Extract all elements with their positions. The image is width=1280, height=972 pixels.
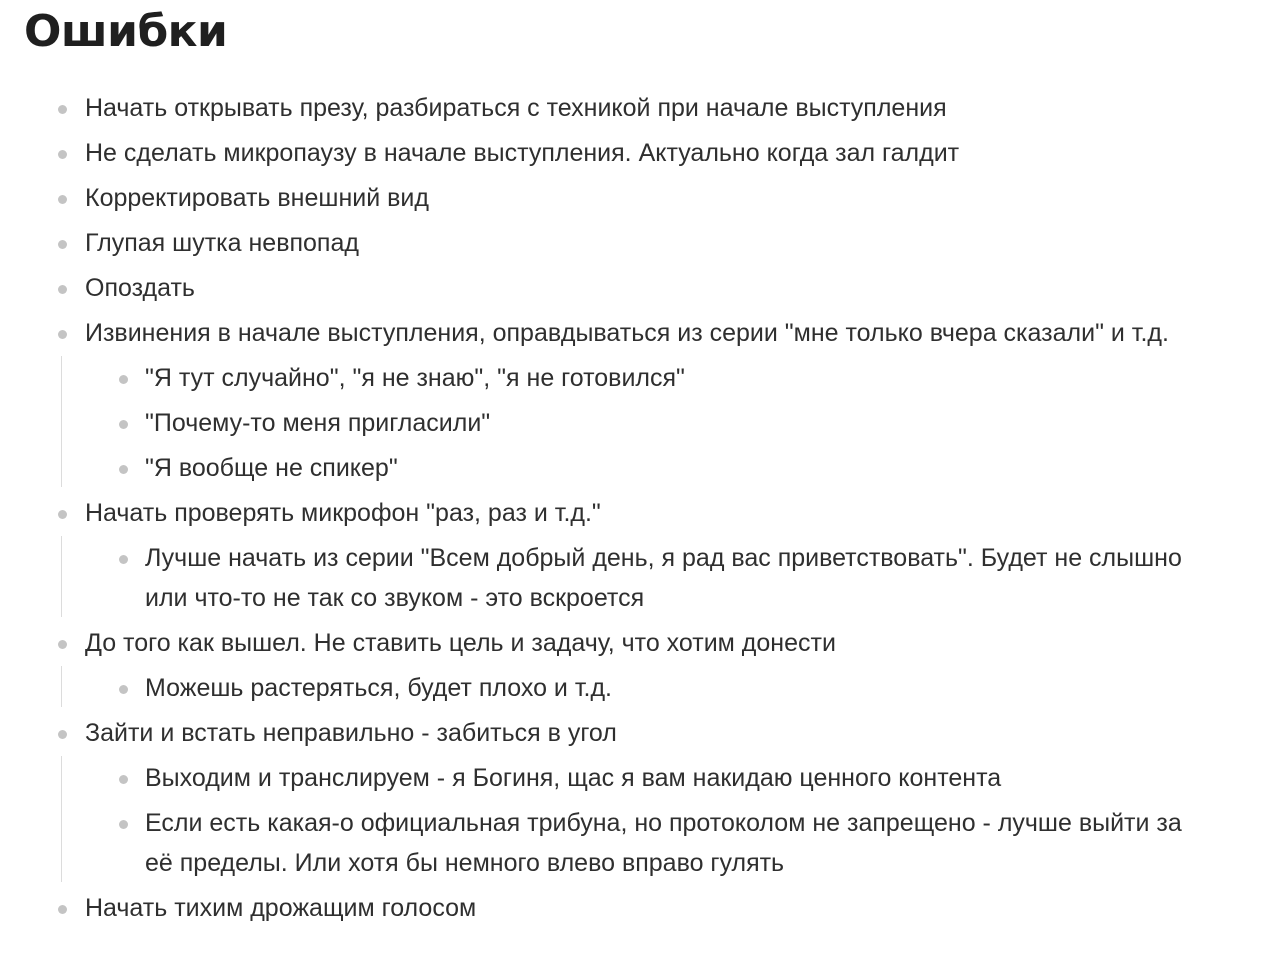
list-item: [0, 221, 1280, 266]
nested-list-item[interactable]: [145, 446, 1200, 491]
list-item: [0, 886, 1280, 931]
list-item-row[interactable]: [85, 266, 1200, 311]
bullet-icon: [119, 375, 128, 384]
list-item: [0, 266, 1280, 311]
bullet-icon: [58, 105, 67, 114]
nested-list: [61, 666, 1200, 711]
list-item: [0, 711, 1280, 886]
bullet-icon: [58, 285, 67, 294]
list-item-text: Извинения в начале выступления, оправдываться из серии "мне только вчера сказали" и т.д.: [85, 319, 1169, 347]
nested-list-item[interactable]: [145, 401, 1200, 446]
nested-list: [61, 756, 1200, 886]
nested-list: [61, 536, 1200, 621]
list-item-row[interactable]: [85, 886, 1200, 931]
nested-list-item-text: Лучше начать из серии "Всем добрый день, я рад вас приветствовать". Будет не слышно или что-то не так со звуком - это вскроется: [145, 544, 1182, 612]
nested-list-item-text: Выходим и транслируем - я Богиня, щас я вам накидаю ценного контента: [145, 764, 1002, 792]
list-item-text: Не сделать микропаузу в начале выступления. Актуально когда зал галдит: [85, 139, 960, 167]
nested-list-item[interactable]: [145, 756, 1200, 801]
nested-list-item-text: Можешь растеряться, будет плохо и т.д.: [145, 674, 612, 702]
list-item-row[interactable]: [85, 176, 1200, 221]
bullet-icon: [119, 820, 128, 829]
list-item-row[interactable]: [85, 311, 1200, 356]
list-item: [0, 311, 1280, 491]
list-item: [0, 621, 1280, 711]
list-item-row[interactable]: [85, 621, 1200, 666]
list-item-text: Опоздать: [85, 274, 195, 302]
nested-list-item[interactable]: [145, 666, 1200, 711]
list-item: [0, 491, 1280, 621]
nested-list-item[interactable]: [145, 801, 1200, 886]
bullet-icon: [119, 685, 128, 694]
list-item: [0, 86, 1280, 131]
list-item-row[interactable]: [85, 131, 1200, 176]
nested-list-item[interactable]: [145, 536, 1200, 621]
bullet-icon: [58, 150, 67, 159]
list-item-text: Зайти и встать неправильно - забиться в угол: [85, 719, 617, 747]
list-item-row[interactable]: [85, 86, 1200, 131]
bullet-icon: [58, 195, 67, 204]
bullet-icon: [58, 730, 67, 739]
bullet-icon: [58, 640, 67, 649]
list-item-row[interactable]: [85, 711, 1200, 756]
bullet-icon: [58, 510, 67, 519]
nested-list: [61, 356, 1200, 491]
nested-list-item-text: Если есть какая-о официальная трибуна, но протоколом не запрещено - лучше выйти за её пределы. Или хотя бы немного влево вправо гулять: [145, 809, 1182, 877]
page-title: Ошибки: [24, 6, 228, 57]
bullet-icon: [119, 775, 128, 784]
list-item-text: Начать открывать презу, разбираться с техникой при начале выступления: [85, 94, 947, 122]
list-item-row[interactable]: [85, 221, 1200, 266]
list-item-text: Начать проверять микрофон "раз, раз и т.д.": [85, 499, 601, 527]
bullet-icon: [119, 420, 128, 429]
nested-list-item-text: "Я тут случайно", "я не знаю", "я не готовился": [145, 364, 685, 392]
bullet-icon: [58, 330, 67, 339]
list-item-text: До того как вышел. Не ставить цель и задачу, что хотим донести: [85, 629, 836, 657]
list-item-row[interactable]: [85, 491, 1200, 536]
bullet-icon: [119, 465, 128, 474]
list-item-text: Корректировать внешний вид: [85, 184, 429, 212]
bullet-icon: [119, 555, 128, 564]
nested-list-item-text: "Я вообще не спикер": [145, 454, 398, 482]
bullet-icon: [58, 905, 67, 914]
nested-list-item[interactable]: [145, 356, 1200, 401]
bullet-list: [0, 86, 1280, 931]
list-item: [0, 176, 1280, 221]
bullet-icon: [58, 240, 67, 249]
nested-list-item-text: "Почему-то меня пригласили": [145, 409, 491, 437]
list-item-text: Глупая шутка невпопад: [85, 229, 359, 257]
list-item-text: Начать тихим дрожащим голосом: [85, 894, 477, 922]
list-item: [0, 131, 1280, 176]
